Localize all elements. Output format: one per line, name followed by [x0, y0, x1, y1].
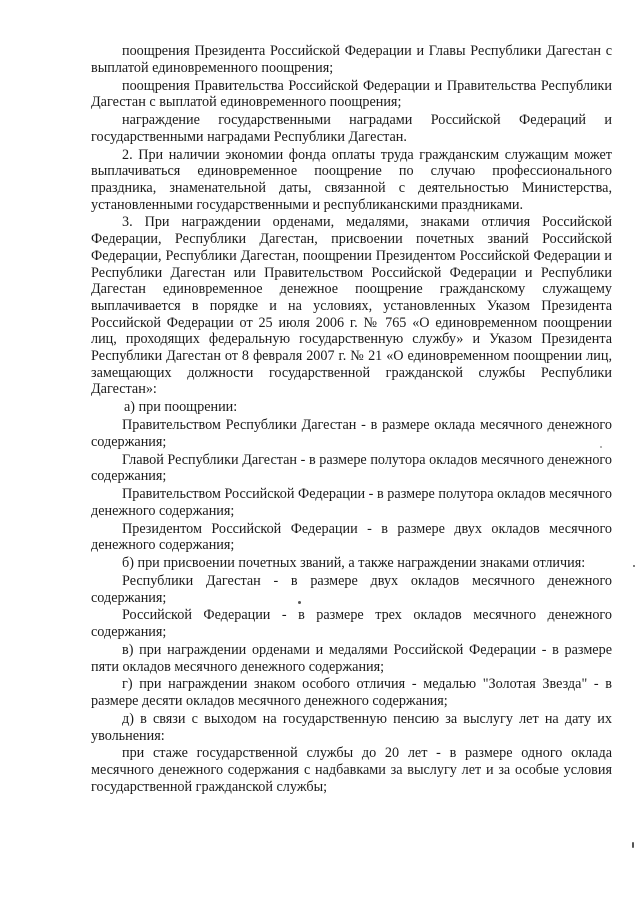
paragraph: при стаже государственной службы до 20 лет - в размере одного оклада месячного денежного содержания с надбавками за выслугу лет и за особые условия государственной гражданской службы;: [91, 745, 612, 795]
paragraph: б) при присвоении почетных званий, а также награждении знаками отличия:: [122, 555, 586, 572]
paragraph: а) при поощрении:: [124, 399, 238, 416]
scan-speck: [298, 601, 301, 604]
paragraph: 3. При награждении орденами, медалями, знаками отличия Российской Федерации, Республики Дагестан, присвоении почетных званий Российской Федерации, Республики Дагестан, поощрении Президентом Российской Федерации и Республики Дагестан или Правительством Российской Федерации и Республики Дагестан единовременное денежное поощрение гражданскому служащему выплачивается в порядке и на условиях, установленных Указом Президента Российской Федерации от 25 июля 2006 г. № 765 «О единовременном поощрении лиц, проходящих федеральную государственную службу» и Указом Президента Республики Дагестан от 8 февраля 2007 г. № 21 «О единовременном поощрении лиц, замещающих должности государственной гражданской службы Республики Дагестан»:: [91, 214, 612, 398]
scan-speck: [632, 842, 634, 848]
paragraph: поощрения Президента Российской Федерации и Главы Республики Дагестан с выплатой единовременного поощрения;: [91, 43, 612, 76]
paragraph: Президентом Российской Федерации - в размере двух окладов месячного денежного содержания;: [91, 520, 612, 554]
document-page: [91, 43, 612, 797]
paragraph: Правительством Республики Дагестан - в размере оклада месячного денежного содержания;: [91, 417, 612, 450]
paragraph: д) в связи с выходом на государственную пенсию за выслугу лет на дату их увольнения:: [91, 710, 612, 744]
paragraph: Российской Федерации - в размере трех окладов месячного денежного содержания;: [91, 607, 612, 641]
paragraph: поощрения Правительства Российской Федерации и Правительства Республики Дагестан с выплатой единовременного поощрения;: [91, 77, 612, 111]
paragraph: Главой Республики Дагестан - в размере полутора окладов месячного денежного содержания;: [91, 451, 612, 485]
scan-speck: [600, 446, 602, 448]
paragraph: награждение государственными наградами Российской Федераций и государственными наградами Республики Дагестан.: [91, 112, 612, 145]
paragraph: г) при награждении знаком особого отличия - медалью "Золотая Звезда" - в размере десяти окладов месячного денежного содержания;: [91, 676, 612, 710]
scan-speck: [633, 565, 635, 567]
paragraph: Правительством Российской Федерации - в размере полутора окладов месячного денежного содержания;: [91, 486, 612, 519]
paragraph: в) при награждении орденами и медалями Российской Федерации - в размере пяти окладов месячного денежного содержания;: [91, 641, 612, 675]
paragraph: 2. При наличии экономии фонда оплаты труда гражданским служащим может выплачиваться единовременное поощрение по случаю профессионального праздника, знаменательной даты, связанной с деятельностью Министерства, установленными государственными и республиканскими праздниками.: [91, 146, 612, 213]
paragraph: Республики Дагестан - в размере двух окладов месячного денежного содержания;: [91, 572, 612, 606]
